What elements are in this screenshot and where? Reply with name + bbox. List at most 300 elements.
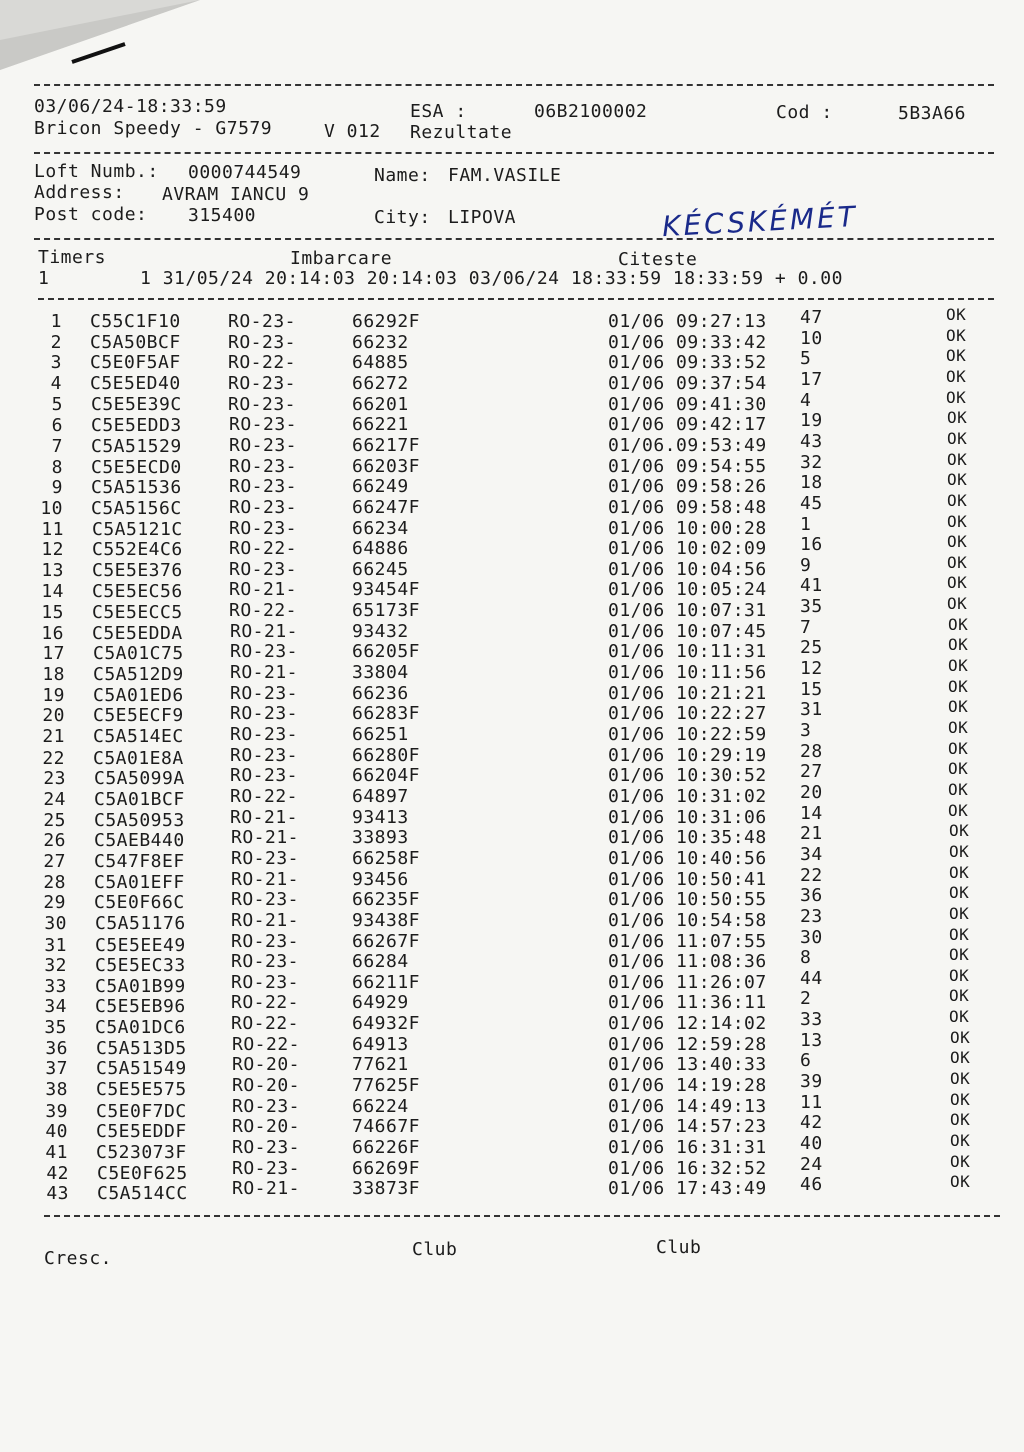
result-row	[0, 532, 1024, 561]
ring-prefix: RO-20-	[232, 1054, 301, 1076]
position-number: 19	[800, 410, 823, 432]
chip-id: C5E0F625	[97, 1162, 188, 1184]
position-number: 46	[800, 1174, 823, 1196]
status-ok: OK	[947, 449, 968, 469]
status-ok: OK	[949, 862, 970, 882]
arrival-time: 01/06 10:29:19	[608, 744, 767, 766]
arrival-time: 01/06 14:57:23	[608, 1116, 767, 1138]
position-number: 2	[800, 988, 812, 1010]
chip-id: C5E5EDDA	[92, 622, 183, 644]
arrival-time: 01/06 10:04:56	[608, 558, 767, 580]
ring-prefix: RO-23-	[228, 372, 297, 394]
position-number: 6	[800, 1050, 812, 1072]
row-index: 15	[41, 602, 64, 624]
chip-id: C5A51529	[91, 435, 182, 457]
status-ok: OK	[949, 924, 970, 944]
row-index: 10	[40, 497, 63, 519]
status-ok: OK	[946, 305, 967, 324]
separator-line	[34, 152, 994, 154]
position-number: 39	[800, 1071, 823, 1093]
ring-prefix: RO-23-	[229, 434, 298, 456]
position-number: 20	[800, 781, 823, 803]
row-index: 1	[50, 311, 62, 332]
chip-id: C5A51536	[91, 477, 182, 499]
ring-number: 66258F	[352, 847, 421, 869]
chip-id: C5A512D9	[93, 664, 184, 686]
position-number: 27	[800, 761, 823, 783]
arrival-time: 01/06 09:27:13	[608, 311, 767, 332]
position-number: 34	[800, 843, 823, 865]
result-row	[0, 511, 1024, 540]
status-ok: OK	[948, 676, 969, 696]
status-ok: OK	[948, 718, 969, 737]
row-index: 12	[41, 539, 64, 561]
ring-prefix: RO-23-	[231, 847, 300, 869]
arrival-time: 01/06 11:36:11	[608, 992, 767, 1014]
ring-prefix: RO-23-	[229, 414, 298, 436]
imbarcare-label: Imbarcare	[290, 248, 393, 269]
chip-id: C5E5E376	[92, 559, 183, 581]
status-ok: OK	[949, 1007, 970, 1027]
chip-id: C523073F	[96, 1142, 187, 1163]
ring-prefix: RO-21-	[229, 579, 298, 601]
chip-id: C55C1F10	[90, 311, 181, 332]
arrival-time: 01/06 14:49:13	[608, 1095, 767, 1117]
ring-prefix: RO-23-	[230, 641, 299, 663]
ring-number: 66224	[352, 1095, 409, 1117]
row-index: 42	[46, 1162, 69, 1184]
row-index: 35	[44, 1017, 67, 1039]
ring-number: 93432	[352, 620, 409, 642]
position-number: 5	[800, 348, 812, 370]
position-number: 31	[800, 699, 823, 721]
loft-number: 0000744549	[188, 162, 302, 183]
ring-number: 65173F	[352, 600, 421, 622]
ring-number: 66280F	[352, 744, 421, 766]
row-index: 34	[44, 996, 67, 1018]
position-number: 7	[800, 616, 812, 638]
status-ok: OK	[948, 738, 969, 758]
position-number: 45	[800, 492, 823, 514]
arrival-time: 01/06 10:07:31	[608, 600, 767, 622]
chip-id: C5E5E39C	[91, 393, 182, 415]
row-index: 9	[51, 477, 63, 499]
ring-prefix: RO-23-	[229, 476, 298, 498]
position-number: 42	[800, 1112, 823, 1134]
row-index: 37	[45, 1058, 68, 1080]
ring-number: 93438F	[352, 909, 421, 931]
ring-number: 66205F	[352, 641, 421, 663]
ring-prefix: RO-23-	[232, 1137, 301, 1158]
row-index: 4	[50, 372, 62, 394]
position-number: 33	[800, 1009, 823, 1031]
chip-id: C5E5EDD3	[91, 415, 182, 437]
position-number: 44	[800, 967, 823, 989]
ring-number: 66292F	[352, 311, 421, 332]
position-number: 8	[800, 947, 812, 969]
row-index: 5	[51, 393, 63, 415]
ring-prefix: RO-23-	[228, 331, 297, 353]
position-number: 24	[800, 1153, 823, 1175]
cod-value: 5B3A66	[898, 103, 967, 124]
ring-prefix: RO-23-	[231, 971, 300, 993]
address-label: Address:	[34, 182, 125, 203]
club-label-2: Club	[656, 1237, 702, 1258]
status-ok: OK	[950, 1131, 971, 1150]
row-index: 36	[45, 1037, 68, 1059]
row-index: 11	[41, 518, 64, 540]
chip-id: C5E5ECC5	[92, 602, 183, 624]
chip-id: C5A51176	[95, 912, 186, 934]
ring-number: 64913	[352, 1033, 409, 1055]
separator-line	[44, 1215, 1000, 1217]
status-ok: OK	[946, 387, 967, 407]
arrival-time: 01/06 11:07:55	[608, 930, 767, 952]
position-number: 40	[800, 1133, 823, 1154]
status-ok: OK	[947, 428, 968, 448]
ring-number: 64885	[352, 352, 409, 374]
status-ok: OK	[950, 1110, 971, 1130]
position-number: 12	[800, 658, 823, 680]
loft-label: Loft Numb.:	[34, 161, 159, 182]
result-row	[0, 408, 1024, 437]
ring-prefix: RO-23-	[229, 496, 298, 518]
ring-number: 74667F	[352, 1116, 421, 1138]
chip-id: C5A514EC	[93, 726, 184, 747]
position-number: 30	[800, 926, 823, 948]
result-row	[0, 470, 1024, 499]
chip-id: C5E5EE49	[95, 934, 186, 956]
chip-id: C5E0F5AF	[90, 352, 181, 374]
ring-number: 66272	[352, 372, 409, 394]
arrival-time: 01/06 10:54:58	[608, 909, 767, 931]
chip-id: C5A5099A	[94, 768, 185, 790]
row-index: 17	[42, 643, 65, 665]
row-index: 2	[50, 331, 62, 353]
chip-id: C5A01EFF	[94, 871, 185, 893]
status-ok: OK	[950, 1069, 971, 1089]
result-row	[0, 759, 1024, 790]
ring-prefix: RO-23-	[229, 517, 298, 539]
result-row	[0, 428, 1024, 457]
ring-prefix: RO-23-	[228, 311, 297, 332]
row-index: 22	[42, 747, 65, 769]
chip-id: C552E4C6	[92, 539, 183, 561]
ring-prefix: RO-23-	[229, 455, 298, 477]
result-row	[0, 387, 1024, 415]
result-row	[0, 800, 1024, 831]
arrival-time: 01/06 09:33:52	[608, 352, 767, 374]
status-ok: OK	[948, 614, 969, 634]
ring-prefix: RO-20-	[232, 1116, 301, 1138]
row-index: 33	[44, 975, 67, 997]
ring-prefix: RO-23-	[229, 558, 298, 580]
position-number: 16	[800, 534, 823, 556]
ring-number: 93456	[352, 868, 409, 890]
arrival-time: 01/06 10:40:56	[608, 847, 767, 869]
position-number: 25	[800, 637, 823, 659]
chip-id: C5E5EDDF	[96, 1121, 187, 1143]
ring-number: 66284	[352, 951, 409, 973]
chip-id: C5A5121C	[92, 518, 183, 540]
position-number: 3	[800, 720, 812, 741]
status-ok: OK	[947, 532, 968, 552]
ring-prefix: RO-21-	[230, 662, 299, 684]
ring-number: 66283F	[352, 703, 421, 725]
result-row	[0, 697, 1024, 727]
chip-id: C5A01E8A	[93, 747, 184, 769]
ring-number: 66232	[352, 331, 409, 353]
ring-prefix: RO-22-	[231, 992, 300, 1014]
chip-id: C5A01DC6	[95, 1017, 186, 1039]
row-index: 40	[45, 1121, 68, 1143]
row-index: 7	[51, 435, 63, 457]
ring-prefix: RO-23-	[230, 744, 299, 766]
row-index: 29	[43, 892, 66, 914]
arrival-time: 01/06 11:26:07	[608, 971, 767, 993]
status-ok: OK	[946, 346, 967, 366]
ring-prefix: RO-23-	[230, 765, 299, 787]
separator-line	[34, 84, 994, 86]
status-ok: OK	[948, 779, 969, 799]
report-type: Rezultate	[410, 122, 513, 143]
ring-prefix: RO-23-	[230, 703, 299, 725]
row-index: 6	[51, 415, 63, 437]
row-index: 32	[44, 955, 67, 977]
position-number: 28	[800, 740, 823, 762]
status-ok: OK	[949, 986, 970, 1006]
postcode-value: 315400	[188, 205, 257, 226]
ring-number: 66235F	[352, 889, 421, 911]
ring-number: 66204F	[352, 765, 421, 787]
chip-id: C5E5ECD0	[91, 456, 182, 478]
ring-number: 64897	[352, 785, 409, 807]
arrival-time: 01/06 13:40:33	[608, 1054, 767, 1076]
ring-prefix: RO-22-	[229, 538, 298, 560]
ring-number: 66201	[352, 393, 409, 415]
city-label: City:	[374, 207, 431, 228]
ring-number: 33893	[352, 827, 409, 849]
arrival-time: 01/06 10:11:31	[608, 641, 767, 663]
row-index: 31	[44, 934, 67, 956]
ring-number: 64929	[352, 992, 409, 1014]
position-number: 18	[800, 472, 823, 494]
status-ok: OK	[946, 325, 967, 345]
ring-number: 66226F	[352, 1137, 421, 1158]
result-row	[0, 490, 1024, 519]
row-index: 41	[45, 1142, 68, 1163]
chip-id: C5E5ECF9	[93, 705, 184, 727]
result-row	[0, 305, 1024, 332]
ring-prefix: RO-21-	[232, 1178, 301, 1200]
result-row	[0, 366, 1024, 394]
arrival-time: 01/06 10:02:09	[608, 538, 767, 560]
row-index: 24	[43, 788, 66, 810]
name-label: Name:	[374, 165, 431, 186]
chip-id: C5A01B99	[95, 975, 186, 997]
ring-prefix: RO-23-	[228, 393, 297, 415]
status-ok: OK	[949, 841, 970, 861]
ring-prefix: RO-22-	[230, 785, 299, 807]
arrival-time: 01/06 10:35:48	[608, 827, 767, 849]
separator-line	[38, 298, 994, 300]
position-number: 23	[800, 905, 823, 927]
ring-number: 77621	[352, 1054, 409, 1076]
arrival-time: 01/06 10:00:28	[608, 517, 767, 539]
chip-id: C5E5EC56	[92, 581, 183, 603]
position-number: 11	[800, 1091, 823, 1113]
arrival-time: 01/06 10:50:55	[608, 889, 767, 911]
ring-number: 66269F	[352, 1157, 421, 1179]
result-row	[0, 573, 1024, 603]
arrival-time: 01/06 09:58:26	[608, 476, 767, 498]
ring-number: 93454F	[352, 579, 421, 601]
chip-id: C5AEB440	[94, 830, 185, 852]
ring-prefix: RO-21-	[230, 620, 299, 642]
position-number: 21	[800, 823, 823, 845]
ring-number: 33873F	[352, 1178, 421, 1200]
status-ok: OK	[948, 656, 969, 676]
ring-prefix: RO-21-	[231, 827, 300, 849]
position-number: 41	[800, 575, 823, 597]
status-ok: OK	[947, 552, 968, 572]
row-index: 19	[42, 684, 65, 706]
arrival-time: 01/06 10:50:41	[608, 868, 767, 890]
ring-prefix: RO-21-	[231, 909, 300, 931]
row-index: 21	[42, 726, 65, 747]
handwritten-note: KÉCSKÉMÉT	[661, 199, 859, 244]
result-row	[0, 883, 1024, 914]
status-ok: OK	[947, 573, 968, 593]
result-row	[0, 346, 1024, 374]
chip-id: C5E5EC33	[95, 955, 186, 977]
folded-corner	[0, 0, 220, 90]
cresc-label: Cresc.	[44, 1248, 113, 1269]
ring-number: 66267F	[352, 930, 421, 952]
chip-id: C5A50953	[94, 809, 185, 831]
arrival-time: 01/06 10:31:06	[608, 806, 767, 828]
ring-prefix: RO-23-	[232, 1157, 301, 1179]
postcode-label: Post code:	[34, 204, 148, 225]
esa-label: ESA :	[410, 101, 467, 122]
arrival-time: 01/06 12:14:02	[608, 1013, 767, 1035]
status-ok: OK	[946, 366, 967, 386]
status-ok: OK	[947, 511, 968, 531]
status-ok: OK	[948, 759, 969, 779]
position-number: 17	[800, 368, 823, 390]
result-row	[0, 862, 1024, 893]
arrival-time: 01/06 12:59:28	[608, 1033, 767, 1055]
status-ok: OK	[947, 594, 968, 614]
ring-prefix: RO-23-	[231, 930, 300, 952]
ring-prefix: RO-23-	[232, 1095, 301, 1117]
result-row	[0, 552, 1024, 581]
position-number: 47	[800, 307, 823, 328]
row-index: 8	[51, 456, 63, 478]
arrival-time: 01/06 09:58:48	[608, 496, 767, 518]
chip-id: C5A5156C	[91, 497, 182, 519]
position-number: 36	[800, 885, 823, 907]
row-index: 16	[41, 622, 64, 644]
result-row	[0, 676, 1024, 706]
status-ok: OK	[949, 903, 970, 923]
row-index: 18	[42, 664, 65, 686]
row-index: 38	[45, 1079, 68, 1101]
ring-prefix: RO-21-	[230, 806, 299, 828]
ring-number: 66236	[352, 682, 409, 704]
status-ok: OK	[947, 470, 968, 490]
result-row	[0, 614, 1024, 644]
ring-prefix: RO-22-	[232, 1033, 301, 1055]
device-name: Bricon Speedy - G7579	[34, 118, 273, 139]
position-number: 43	[800, 430, 823, 452]
result-row	[0, 325, 1024, 353]
result-row	[0, 594, 1024, 624]
arrival-time: 01/06 09:33:42	[608, 331, 767, 353]
position-number: 32	[800, 451, 823, 473]
row-index: 30	[44, 912, 67, 934]
result-row	[0, 738, 1024, 769]
row-index: 26	[43, 830, 66, 852]
status-ok: OK	[947, 490, 968, 510]
arrival-time: 01/06 10:22:59	[608, 724, 767, 745]
ring-prefix: RO-23-	[230, 724, 299, 745]
arrival-time: 01/06 17:43:49	[608, 1178, 767, 1200]
arrival-time: 01/06 10:05:24	[608, 579, 767, 601]
ring-prefix: RO-23-	[230, 682, 299, 704]
status-ok: OK	[949, 965, 970, 985]
ring-number: 64932F	[352, 1013, 421, 1035]
ring-number: 66249	[352, 476, 409, 498]
row-index: 27	[43, 850, 66, 872]
row-index: 23	[43, 768, 66, 790]
ring-prefix: RO-22-	[228, 352, 297, 374]
result-row	[0, 449, 1024, 478]
position-number: 13	[800, 1029, 823, 1051]
result-row	[0, 821, 1024, 852]
address-value: AVRAM IANCU 9	[162, 184, 310, 205]
status-ok: OK	[947, 408, 968, 428]
status-ok: OK	[949, 821, 970, 841]
arrival-time: 01/06 16:32:52	[608, 1157, 767, 1179]
position-number: 4	[800, 389, 812, 411]
status-ok: OK	[950, 1089, 971, 1109]
row-index: 14	[41, 581, 64, 603]
arrival-time: 01/06 10:22:27	[608, 703, 767, 725]
arrival-time: 01/06 11:08:36	[608, 951, 767, 973]
arrival-time: 01/06 14:19:28	[608, 1075, 767, 1097]
arrival-time: 01/06 10:07:45	[608, 620, 767, 642]
arrival-time: 01/06 10:21:21	[608, 682, 767, 704]
arrival-time: 01/06 09:41:30	[608, 393, 767, 415]
ring-number: 66245	[352, 558, 409, 580]
result-row	[0, 718, 1024, 747]
timer-line: 1 1 31/05/24 20:14:03 20:14:03 03/06/24 18:33:59 18:33:59 + 0.00	[38, 268, 843, 289]
row-index: 3	[50, 352, 62, 374]
position-number: 10	[800, 327, 823, 349]
city-value: LIPOVA	[448, 207, 517, 228]
ring-number: 66221	[352, 414, 409, 436]
report-datetime: 03/06/24-18:33:59	[34, 96, 227, 117]
ring-number: 66251	[352, 724, 409, 745]
ring-prefix: RO-22-	[229, 600, 298, 622]
ring-prefix: RO-23-	[231, 889, 300, 911]
chip-id: C5E5EB96	[95, 996, 186, 1018]
chip-id: C5A50BCF	[90, 331, 181, 353]
row-index: 28	[43, 871, 66, 893]
chip-id: C5A01BCF	[94, 788, 185, 810]
position-number: 14	[800, 802, 823, 824]
